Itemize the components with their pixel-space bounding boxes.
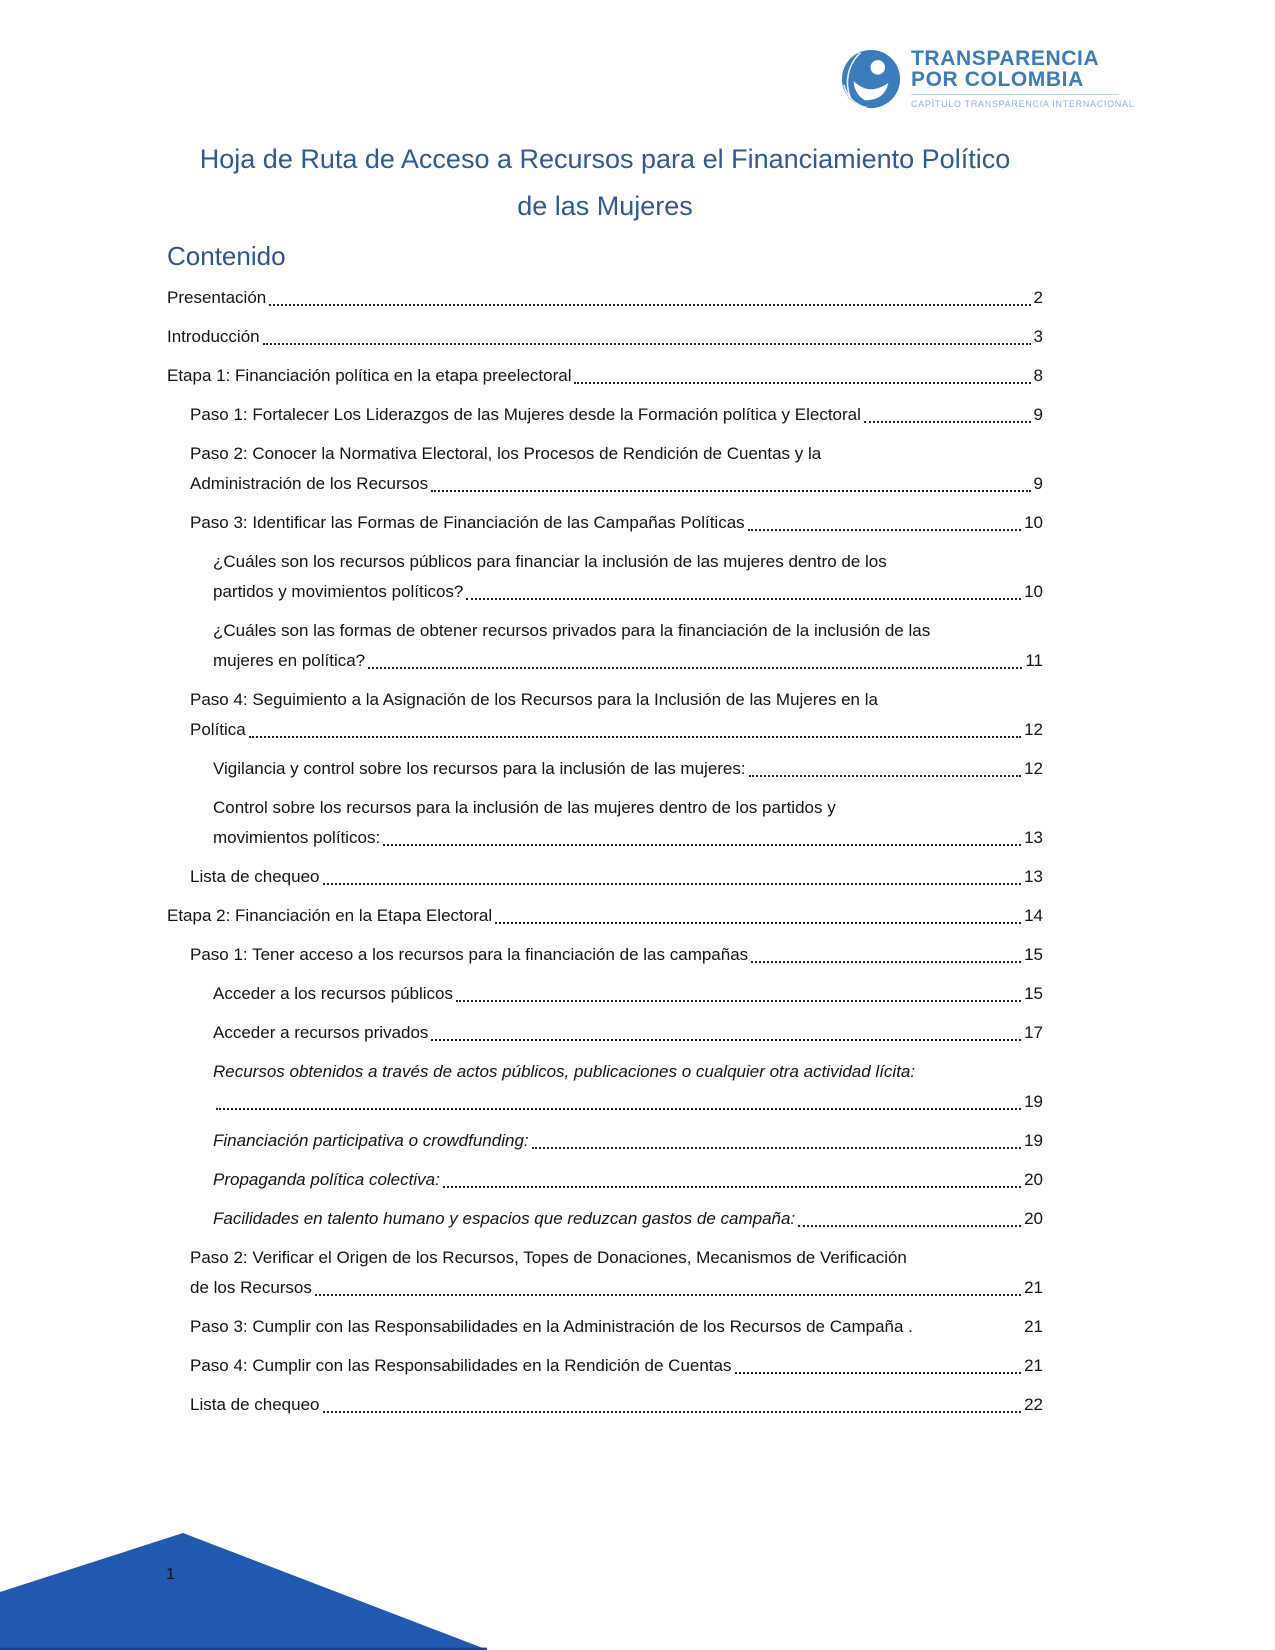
toc-entry[interactable]	[167, 754, 1043, 784]
toc-entry[interactable]	[167, 361, 1043, 391]
toc-entry-text: Introducción	[167, 327, 260, 346]
toc-dot-leader	[574, 382, 1030, 384]
toc-page-number: 10	[1024, 582, 1043, 601]
toc-entry-text: mujeres en política?	[213, 651, 366, 670]
toc-page-number: 9	[1033, 405, 1043, 424]
toc-dot-leader	[798, 1225, 1021, 1227]
toc-dot-leader	[368, 667, 1022, 669]
toc-entry[interactable]	[167, 547, 1043, 607]
toc-entry[interactable]	[167, 1390, 1043, 1420]
toc-page-number: 20	[1024, 1170, 1043, 1189]
toc-entry[interactable]	[167, 322, 1043, 352]
toc-page-number: 12	[1024, 720, 1043, 739]
toc-entry-last-line	[213, 1018, 1043, 1048]
logo-line-2: POR COLOMBIA	[911, 68, 1084, 91]
toc-dot-leader	[495, 922, 1021, 924]
toc-entry[interactable]	[167, 283, 1043, 313]
toc-entry-text: Paso 3: Identificar las Formas de Financiación de las Campañas Políticas	[190, 513, 745, 532]
toc-dot-leader	[431, 490, 1030, 492]
toc-dot-leader	[443, 1186, 1021, 1188]
toc-entry[interactable]	[167, 439, 1043, 499]
toc-entry[interactable]	[167, 940, 1043, 970]
toc-entry[interactable]	[167, 1018, 1043, 1048]
toc-entry-text: Acceder a los recursos públicos	[213, 984, 454, 1003]
toc-entry-text: partidos y movimientos políticos?	[213, 582, 464, 601]
toc-page-number: 8	[1033, 366, 1043, 385]
transparencia-por-colombia-logo	[840, 48, 1134, 110]
toc-entry-last-line	[190, 1273, 1043, 1303]
toc-dot-leader	[466, 598, 1021, 600]
toc-page-number: 10	[1024, 513, 1043, 532]
toc-page-number: 21	[1024, 1356, 1043, 1375]
toc-entry-text: Política	[190, 720, 246, 739]
toc-dot-leader	[456, 1000, 1021, 1002]
toc-page-number: 2	[1033, 288, 1043, 307]
table-of-contents	[167, 283, 1043, 1429]
toc-dot-leader	[249, 736, 1021, 738]
toc-entry-text: Etapa 2: Financiación en la Etapa Electoral	[167, 906, 493, 925]
footer-page-number: 1	[166, 1566, 175, 1583]
toc-dot-leader	[748, 529, 1021, 531]
toc-entry-last-line	[190, 862, 1043, 892]
toc-entry-text: Propaganda política colectiva:	[213, 1170, 440, 1189]
toc-page-number: 13	[1024, 828, 1043, 847]
logo-text-block	[911, 48, 1134, 109]
toc-dot-leader	[383, 844, 1021, 846]
logo-subtitle: CAPÍTULO TRANSPARENCIA INTERNACIONAL	[911, 99, 1135, 109]
toc-entry-text: movimientos políticos:	[213, 828, 381, 847]
toc-entry-last-line	[190, 1312, 1043, 1342]
logo-line-1: TRANSPARENCIA	[911, 47, 1100, 70]
toc-page-number: 9	[1033, 474, 1043, 493]
toc-page-number: 19	[1024, 1092, 1043, 1111]
toc-entry-text: Facilidades en talento humano y espacios que reduzcan gastos de campaña:	[213, 1209, 796, 1228]
toc-page-number: 15	[1024, 945, 1043, 964]
toc-page-number: 21	[1024, 1278, 1043, 1297]
toc-entry[interactable]	[167, 508, 1043, 538]
toc-entry-line: Control sobre los recursos para la inclusión de las mujeres dentro de los partidos y	[213, 798, 836, 817]
toc-entry[interactable]	[167, 901, 1043, 931]
toc-entry-last-line	[167, 322, 1043, 352]
toc-dot-leader	[216, 1108, 1021, 1110]
toc-entry-text: Paso 1: Fortalecer Los Liderazgos de las Mujeres desde la Formación política y Electoral	[190, 405, 861, 424]
toc-entry[interactable]	[167, 400, 1043, 430]
toc-entry-last-line	[190, 715, 1043, 745]
toc-entry-last-line	[190, 469, 1043, 499]
toc-page-number: 13	[1024, 867, 1043, 886]
toc-dot-leader	[323, 1411, 1022, 1413]
toc-dot-leader	[431, 1039, 1021, 1041]
toc-dot-leader	[864, 421, 1031, 423]
toc-page-number: 17	[1024, 1023, 1043, 1042]
toc-page-number: 21	[1024, 1317, 1043, 1336]
toc-entry-line: ¿Cuáles son los recursos públicos para financiar la inclusión de las mujeres dentro de los	[213, 552, 887, 571]
footer-polygon-decoration	[0, 1530, 490, 1650]
toc-page-number: 14	[1024, 906, 1043, 925]
toc-entry-last-line	[213, 979, 1043, 1009]
toc-entry-last-line	[213, 1204, 1043, 1234]
toc-entry-last-line	[190, 1390, 1043, 1420]
toc-entry-last-line	[190, 940, 1043, 970]
toc-entry-text: Financiación participativa o crowdfunding:	[213, 1131, 529, 1150]
toc-entry-last-line	[213, 823, 1043, 853]
toc-page-number: 3	[1033, 327, 1043, 346]
toc-entry-last-line	[213, 1126, 1043, 1156]
toc-entry[interactable]	[167, 1165, 1043, 1195]
toc-entry-line: Recursos obtenidos a través de actos públicos, publicaciones o cualquier otra actividad lícita:	[213, 1062, 916, 1081]
toc-entry-last-line	[167, 901, 1043, 931]
logo-divider	[911, 94, 1119, 95]
toc-page-number: 19	[1024, 1131, 1043, 1150]
toc-entry-text: Presentación	[167, 288, 267, 307]
toc-dot-leader	[749, 775, 1021, 777]
toc-entry[interactable]	[167, 1057, 1043, 1117]
toc-entry[interactable]	[167, 862, 1043, 892]
toc-entry-text: Paso 1: Tener acceso a los recursos para la financiación de las campañas	[190, 945, 749, 964]
toc-entry-last-line	[167, 361, 1043, 391]
toc-entry-last-line	[190, 400, 1043, 430]
toc-entry[interactable]	[167, 793, 1043, 853]
toc-entry-line: ¿Cuáles son las formas de obtener recursos privados para la financiación de la inclusión de las	[213, 621, 931, 640]
toc-entry-line: Paso 4: Seguimiento a la Asignación de los Recursos para la Inclusión de las Mujeres en la	[190, 690, 878, 709]
toc-entry-last-line	[213, 1165, 1043, 1195]
toc-dot-leader	[315, 1294, 1021, 1296]
toc-page-number: 22	[1024, 1395, 1043, 1414]
toc-entry-last-line	[190, 1351, 1043, 1381]
toc-entry-text: de los Recursos	[190, 1278, 312, 1297]
toc-entry-last-line	[167, 283, 1043, 313]
document-title-line-1: Hoja de Ruta de Acceso a Recursos para el Financiamiento Político	[199, 144, 1011, 174]
document-title-line-2: de las Mujeres	[517, 191, 693, 221]
toc-page-number: 12	[1024, 759, 1043, 778]
toc-entry-last-line	[213, 1087, 1043, 1117]
toc-dot-leader	[735, 1372, 1022, 1374]
toc-entry[interactable]	[167, 685, 1043, 745]
globe-person-icon	[840, 48, 902, 110]
toc-entry-text: Etapa 1: Financiación política en la etapa preelectoral	[167, 366, 572, 385]
toc-entry-text: Lista de chequeo	[190, 867, 320, 886]
toc-entry-line: Paso 2: Conocer la Normativa Electoral, los Procesos de Rendición de Cuentas y la	[190, 444, 822, 463]
toc-entry-line: Paso 2: Verificar el Origen de los Recursos, Topes de Donaciones, Mecanismos de Verificación	[190, 1248, 907, 1267]
toc-entry-text: Vigilancia y control sobre los recursos para la inclusión de las mujeres:	[213, 759, 746, 778]
toc-entry[interactable]	[167, 1243, 1043, 1303]
toc-dot-leader	[323, 883, 1022, 885]
toc-entry[interactable]	[167, 1312, 1043, 1342]
toc-entry[interactable]	[167, 979, 1043, 1009]
toc-dot-leader	[263, 343, 1031, 345]
toc-entry-text: Acceder a recursos privados	[213, 1023, 429, 1042]
toc-entry[interactable]	[167, 1351, 1043, 1381]
toc-dot-leader	[269, 304, 1030, 306]
toc-entry[interactable]	[167, 1204, 1043, 1234]
toc-page-number: 11	[1025, 651, 1043, 670]
toc-entry-last-line	[213, 754, 1043, 784]
toc-entry-last-line	[213, 577, 1043, 607]
toc-entry-last-line	[213, 646, 1043, 676]
document-title	[167, 136, 1043, 230]
contents-heading: Contenido	[167, 241, 286, 271]
toc-entry-last-line	[190, 508, 1043, 538]
toc-page-number: 20	[1024, 1209, 1043, 1228]
toc-dot-leader	[751, 961, 1021, 963]
toc-dot-leader	[532, 1147, 1021, 1149]
toc-entry-text: Administración de los Recursos	[190, 474, 429, 493]
toc-entry-text: Paso 3: Cumplir con las Responsabilidades en la Administración de los Recursos de Campaña .	[190, 1317, 913, 1336]
toc-entry-text: Paso 4: Cumplir con las Responsabilidades en la Rendición de Cuentas	[190, 1356, 732, 1375]
toc-entry-text: Lista de chequeo	[190, 1395, 320, 1414]
toc-entry[interactable]	[167, 1126, 1043, 1156]
toc-page-number: 15	[1024, 984, 1043, 1003]
toc-entry[interactable]	[167, 616, 1043, 676]
